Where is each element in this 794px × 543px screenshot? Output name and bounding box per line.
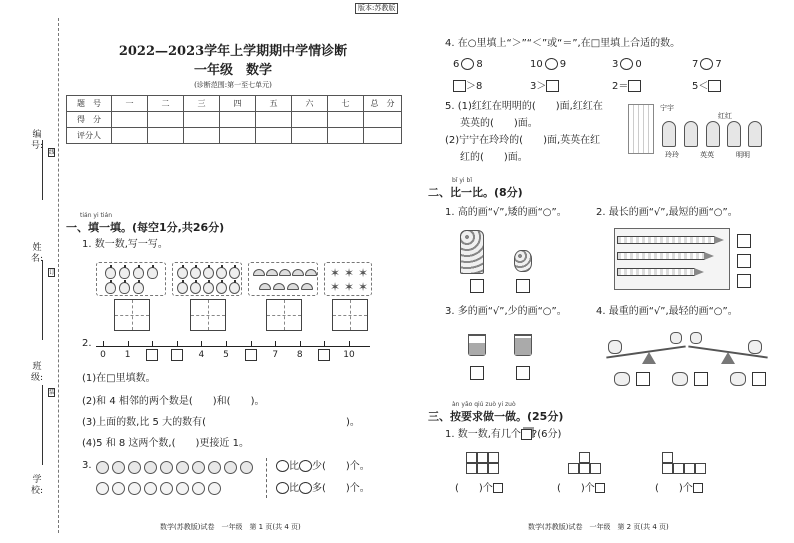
cube-block	[673, 463, 684, 474]
table-cell: 七	[328, 96, 364, 112]
number-line-label: 4	[198, 350, 205, 360]
section-pinyin: bǐ yi bǐ	[452, 177, 472, 184]
answer-blank[interactable]	[557, 482, 605, 496]
table-cell: 三	[184, 96, 220, 112]
star-icon: ✶	[357, 266, 369, 280]
question-text: 5. (1)红红在明明的( )面,红红在	[445, 101, 603, 112]
animal-icon	[608, 340, 622, 354]
pear-group	[96, 262, 166, 296]
divider	[266, 458, 267, 498]
pencil-icon	[617, 252, 705, 260]
answer-blank[interactable]	[455, 482, 503, 496]
apple-icon	[192, 461, 205, 474]
mushroom-group	[248, 262, 318, 296]
binding-line	[58, 18, 59, 533]
peach-group	[172, 262, 242, 296]
compare-item	[692, 58, 722, 72]
answer-box[interactable]	[737, 234, 751, 248]
pear-icon	[105, 267, 116, 279]
table-row	[67, 96, 402, 112]
fill-box[interactable]	[453, 80, 466, 92]
kid-label: 红红	[718, 112, 732, 120]
section-title: 三、按要求做一做。(25分)	[428, 410, 564, 423]
pear-icon	[133, 267, 144, 279]
question-text: 2. 最长的画“√”,最短的画“○”。	[596, 207, 738, 218]
apple-icon	[208, 461, 221, 474]
score-input[interactable]	[220, 112, 256, 128]
animal-icon	[690, 332, 702, 344]
compare-text: 多( )个。	[312, 483, 370, 494]
orange-icon	[160, 482, 173, 495]
building-icon	[628, 104, 654, 154]
version-tag: 版本:苏教版	[355, 3, 398, 14]
question-text-part: ?(6分)	[531, 429, 562, 440]
kid-icon	[684, 121, 698, 147]
fill-text: 5＜	[692, 81, 709, 92]
pear-icon	[119, 267, 130, 279]
grader-input[interactable]	[184, 128, 220, 144]
pear-icon	[105, 282, 116, 294]
compare-item	[530, 58, 566, 72]
number-line-blank[interactable]	[318, 349, 330, 361]
exam-title: 2022—2023学年上学期期中学情诊断	[118, 44, 348, 59]
section-pinyin: tián yi tián	[80, 212, 113, 219]
number-line-label: 7	[272, 350, 279, 360]
answer-box[interactable]	[636, 372, 650, 386]
cube-block	[466, 452, 477, 463]
mushroom-icon	[287, 283, 299, 290]
table-cell: 评分人	[67, 128, 112, 144]
table-cell: 得 分	[67, 112, 112, 128]
apple-icon	[144, 461, 157, 474]
mushroom-icon	[292, 269, 304, 276]
orange-icon	[299, 460, 312, 472]
compare-item	[453, 58, 483, 72]
mushroom-icon	[266, 269, 278, 276]
section-title: 二、比一比。(8分)	[428, 186, 523, 199]
number-line-tick	[152, 341, 153, 347]
question-text: (1)在□里填数。	[82, 373, 156, 384]
peach-icon	[190, 267, 201, 279]
table-cell: 一	[112, 96, 148, 112]
kid-label: 明明	[736, 151, 750, 159]
orange-icon	[176, 482, 189, 495]
orange-icon	[128, 482, 141, 495]
score-input[interactable]	[112, 112, 148, 128]
question-number: 2.	[82, 338, 92, 349]
mushroom-icon	[259, 283, 271, 290]
compare-item	[612, 58, 642, 72]
pear-icon	[133, 282, 144, 294]
number-line-blank[interactable]	[245, 349, 257, 361]
orange-icon	[96, 482, 109, 495]
number-line-tick	[349, 341, 350, 347]
peach-icon	[229, 267, 240, 279]
animal-icon	[730, 372, 746, 386]
cube-icon	[521, 429, 532, 440]
compare-line-1	[276, 460, 370, 474]
kid-label: 宁宇	[660, 104, 674, 112]
seesaw-base	[642, 352, 656, 364]
side-fill-line	[42, 385, 43, 465]
grader-input[interactable]	[112, 128, 148, 144]
number-line-tick	[103, 341, 104, 347]
compare-circle[interactable]	[620, 58, 633, 70]
fill-item	[692, 80, 721, 94]
table-cell: 总 分	[364, 96, 402, 112]
apple-icon	[160, 461, 173, 474]
peach-icon	[216, 267, 227, 279]
cube-block	[684, 463, 695, 474]
compare-num: 10	[530, 59, 543, 70]
number-line-tick	[201, 341, 202, 347]
question-text: 红的( )面。	[460, 152, 528, 163]
cube-block	[488, 452, 499, 463]
answer-box[interactable]	[752, 372, 766, 386]
question-number: 3.	[82, 460, 92, 471]
number-line-label: 10	[343, 350, 355, 360]
fill-box[interactable]	[546, 80, 559, 92]
question-text-part: 1. 数一数,有几个	[445, 429, 521, 440]
star-icon: ✶	[329, 266, 341, 280]
grader-input[interactable]	[256, 128, 292, 144]
kid-icon	[662, 121, 676, 147]
mushroom-icon	[305, 269, 317, 276]
orange-icon	[112, 482, 125, 495]
exam-subtitle: 一年级 数学	[193, 63, 272, 78]
question-text: (3)上面的数,比 5 大的数有( )。	[82, 417, 360, 428]
table-row	[67, 112, 402, 128]
side-label-class: 班级:	[30, 362, 44, 383]
answer-box[interactable]	[470, 279, 484, 293]
answer-blank[interactable]	[655, 482, 703, 496]
number-line-tick	[275, 341, 276, 347]
number-line-tick	[226, 341, 227, 347]
section-title: 一、填一填。(每空1分,共26分)	[66, 221, 225, 234]
kid-icon	[727, 121, 741, 147]
compare-circle[interactable]	[700, 58, 713, 70]
compare-num: 7	[715, 59, 722, 70]
peach-icon	[177, 267, 188, 279]
table-cell: 二	[148, 96, 184, 112]
number-line-blank[interactable]	[171, 349, 183, 361]
grader-input[interactable]	[292, 128, 328, 144]
answer-box[interactable]	[737, 254, 751, 268]
side-label-school: 学校:	[30, 475, 44, 496]
fill-text: ＞8	[466, 81, 483, 92]
blank-text: ( )个	[655, 483, 693, 494]
compare-text: 比	[289, 483, 299, 494]
peach-icon	[177, 282, 188, 294]
apple-icon	[276, 460, 289, 472]
apple-icon	[240, 461, 253, 474]
answer-grid[interactable]	[190, 299, 226, 331]
number-line	[96, 346, 370, 347]
grader-input[interactable]	[148, 128, 184, 144]
cube-block	[579, 463, 590, 474]
number-line-tick	[300, 341, 301, 347]
blank-text: ( )个	[455, 483, 493, 494]
fill-text: 2＝	[612, 81, 629, 92]
question-text: 4. 最重的画“√”,最轻的画“○”。	[596, 306, 738, 317]
compare-num: 6	[453, 59, 460, 70]
compare-num: 9	[559, 59, 567, 70]
apple-icon	[224, 461, 237, 474]
number-line-tick	[251, 341, 252, 347]
compare-num: 0	[635, 59, 642, 70]
compare-num: 8	[476, 59, 483, 70]
question-text: (2)和 4 相邻的两个数是( )和( )。	[82, 396, 265, 407]
compare-text: 少( )个。	[312, 461, 370, 472]
fill-box[interactable]	[708, 80, 721, 92]
orange-icon	[276, 482, 289, 494]
apple-icon	[112, 461, 125, 474]
number-line-tick	[177, 341, 178, 347]
animal-icon	[748, 340, 762, 354]
answer-box[interactable]	[470, 366, 484, 380]
side-label-number: 编号:	[30, 130, 44, 151]
binding-mark: 装	[49, 389, 56, 396]
compare-text: 比	[289, 461, 299, 472]
kid-icon	[748, 121, 762, 147]
peach-icon	[190, 282, 201, 294]
score-input[interactable]	[184, 112, 220, 128]
fill-item	[612, 80, 641, 94]
kid-icon	[706, 121, 720, 147]
question-text: 英英的( )面。	[460, 118, 538, 129]
answer-grid[interactable]	[114, 299, 150, 331]
question-text: 3. 多的画“√”,少的画“○”。	[445, 306, 567, 317]
question-text: 1. 数一数,写一写。	[82, 239, 168, 250]
seesaw-base	[721, 352, 735, 364]
fill-box[interactable]	[628, 80, 641, 92]
star-icon: ✶	[329, 280, 341, 294]
mushroom-icon	[301, 283, 313, 290]
score-input[interactable]	[256, 112, 292, 128]
answer-box[interactable]	[737, 274, 751, 288]
compare-circle[interactable]	[545, 58, 558, 70]
question-text: 1. 高的画“√”,矮的画“○”。	[445, 207, 567, 218]
score-input[interactable]	[148, 112, 184, 128]
apple-icon	[128, 461, 141, 474]
page-footer: 数学(苏教版)试卷 一年级 第 2 页(共 4 页)	[528, 523, 669, 531]
star-group	[324, 262, 372, 296]
answer-box[interactable]	[694, 372, 708, 386]
cube-block	[579, 452, 590, 463]
cube-block	[466, 463, 477, 474]
cube-block	[695, 463, 706, 474]
star-icon: ✶	[343, 280, 355, 294]
cube-icon	[595, 483, 605, 493]
answer-grid[interactable]	[332, 299, 368, 331]
number-line-label: 5	[223, 350, 229, 360]
section-pinyin: àn yāo qiú zuò yi zuò	[452, 401, 516, 408]
blank-text: ( )个	[557, 483, 595, 494]
cube-block	[477, 463, 488, 474]
compare-line-2	[276, 482, 370, 496]
exam-scope: (诊断范围:第一至七单元)	[194, 81, 272, 89]
mushroom-icon	[273, 283, 285, 290]
orange-icon	[208, 482, 221, 495]
pencil-icon	[617, 236, 715, 244]
small-giraffe-icon	[514, 250, 532, 272]
table-cell: 题 号	[67, 96, 112, 112]
grader-input[interactable]	[328, 128, 364, 144]
score-input[interactable]	[328, 112, 364, 128]
apple-icon	[299, 482, 312, 494]
table-cell: 四	[220, 96, 256, 112]
grader-input[interactable]	[364, 128, 402, 144]
question-text	[445, 428, 561, 442]
compare-num: 3	[612, 59, 619, 70]
score-input[interactable]	[364, 112, 402, 128]
cube-block	[568, 463, 579, 474]
cube-block	[662, 452, 673, 463]
side-label-name: 姓名:	[30, 243, 44, 264]
giraffe-icon	[460, 230, 484, 274]
answer-box[interactable]	[516, 279, 530, 293]
peach-icon	[203, 267, 214, 279]
peach-icon	[216, 282, 227, 294]
table-cell: 六	[292, 96, 328, 112]
kid-label: 英英	[700, 151, 714, 159]
cube-icon	[493, 483, 503, 493]
table-cell: 五	[256, 96, 292, 112]
mushroom-icon	[253, 269, 265, 276]
animal-icon	[614, 372, 630, 386]
cube-block	[488, 463, 499, 474]
question-text: 4. 在○里填上“＞”“＜”或“＝”,在□里填上合适的数。	[445, 38, 681, 49]
animal-icon	[670, 332, 682, 344]
cup-icon	[468, 334, 486, 356]
question-text: (4)5 和 8 这两个数,( )更接近 1。	[82, 438, 249, 449]
score-table	[66, 95, 402, 144]
animal-icon	[672, 372, 688, 386]
binding-mark: 订	[49, 269, 56, 276]
peach-icon	[203, 282, 214, 294]
kid-label: 玲玲	[665, 151, 679, 159]
number-line-label: 8	[296, 350, 303, 360]
compare-circle[interactable]	[461, 58, 474, 70]
orange-icon	[144, 482, 157, 495]
pear-icon	[119, 282, 130, 294]
fill-item	[530, 80, 559, 94]
question-text: (2)宁宁在玲玲的( )面,英英在红	[445, 135, 601, 146]
side-fill-line	[42, 140, 43, 200]
pear-icon	[147, 267, 158, 279]
fill-text: 3＞	[530, 81, 547, 92]
orange-icon	[192, 482, 205, 495]
grader-input[interactable]	[220, 128, 256, 144]
peach-icon	[229, 282, 240, 294]
cube-block	[590, 463, 601, 474]
star-icon: ✶	[357, 280, 369, 294]
apple-icon	[176, 461, 189, 474]
answer-box[interactable]	[516, 366, 530, 380]
pencil-icon	[617, 268, 695, 276]
compare-num: 7	[692, 59, 699, 70]
page-footer: 数学(苏教版)试卷 一年级 第 1 页(共 4 页)	[160, 523, 301, 531]
cube-block	[477, 452, 488, 463]
fill-item	[453, 80, 482, 94]
cup-icon	[514, 334, 532, 356]
number-line-tick	[324, 341, 325, 347]
table-row	[67, 128, 402, 144]
binding-mark: 线	[49, 149, 56, 156]
number-line-tick	[128, 341, 129, 347]
cube-block	[662, 463, 673, 474]
number-line-blank[interactable]	[146, 349, 158, 361]
side-fill-line	[42, 260, 43, 340]
score-input[interactable]	[292, 112, 328, 128]
mushroom-icon	[279, 269, 291, 276]
star-icon: ✶	[343, 266, 355, 280]
answer-grid[interactable]	[266, 299, 302, 331]
cube-icon	[693, 483, 703, 493]
number-line-label: 1	[124, 350, 131, 360]
number-line-label: 0	[100, 350, 106, 360]
apple-icon	[96, 461, 109, 474]
